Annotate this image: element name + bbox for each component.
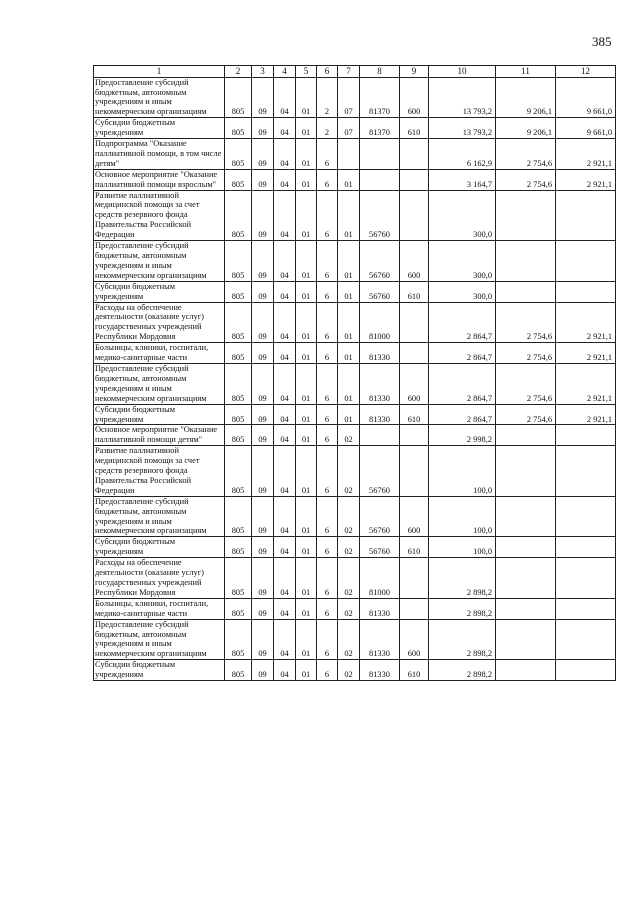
cell-amount-year-3: 2 921,1 [556, 139, 616, 170]
cell-subprogram: 6 [317, 598, 338, 619]
cell-section: 09 [252, 425, 274, 446]
cell-amount-year-3 [556, 660, 616, 681]
table-row [94, 404, 616, 425]
cell-name: Субсидии бюджетным учреждениям [94, 404, 225, 425]
cell-measure: 02 [338, 660, 360, 681]
cell-name: Основное мероприятие "Оказание паллиативной помощи взрослым" [94, 169, 225, 190]
cell-admin-code: 805 [225, 404, 252, 425]
cell-section: 09 [252, 302, 274, 343]
cell-expense-direction: 81370 [360, 77, 400, 118]
cell-name: Предоставление субсидий бюджетным, автономным учреждениям и иным некоммерческим организациям [94, 241, 225, 282]
cell-program: 01 [296, 660, 317, 681]
cell-subsection: 04 [274, 302, 296, 343]
cell-amount-year-2 [496, 425, 556, 446]
cell-name: Субсидии бюджетным учреждениям [94, 281, 225, 302]
cell-expense-direction: 56760 [360, 281, 400, 302]
cell-expense-direction [360, 425, 400, 446]
cell-name: Субсидии бюджетным учреждениям [94, 537, 225, 558]
cell-measure: 02 [338, 425, 360, 446]
cell-amount-year-1: 6 162,9 [429, 139, 496, 170]
cell-amount-year-2: 2 754,6 [496, 139, 556, 170]
table-row [94, 446, 616, 497]
cell-amount-year-1: 13 793,2 [429, 77, 496, 118]
cell-amount-year-1: 2 864,7 [429, 363, 496, 404]
cell-expense-direction: 81330 [360, 363, 400, 404]
cell-program: 01 [296, 169, 317, 190]
cell-expense-direction: 81000 [360, 558, 400, 599]
cell-amount-year-1: 2 864,7 [429, 404, 496, 425]
cell-subsection: 04 [274, 118, 296, 139]
cell-admin-code: 805 [225, 139, 252, 170]
cell-program: 01 [296, 77, 317, 118]
table-row [94, 302, 616, 343]
cell-section: 09 [252, 190, 274, 241]
cell-amount-year-3 [556, 241, 616, 282]
cell-section: 09 [252, 558, 274, 599]
cell-measure: 02 [338, 446, 360, 497]
cell-expense-type: 600 [400, 241, 429, 282]
cell-section: 09 [252, 537, 274, 558]
column-header: 12 [556, 66, 616, 78]
cell-amount-year-2: 2 754,6 [496, 343, 556, 364]
cell-name: Предоставление субсидий бюджетным, автономным учреждениям и иным некоммерческим организациям [94, 496, 225, 537]
cell-expense-type: 600 [400, 496, 429, 537]
cell-subprogram: 6 [317, 302, 338, 343]
cell-subsection: 04 [274, 404, 296, 425]
cell-amount-year-3: 2 921,1 [556, 404, 616, 425]
cell-admin-code: 805 [225, 363, 252, 404]
column-header: 6 [317, 66, 338, 78]
table-row [94, 281, 616, 302]
cell-expense-type: 600 [400, 77, 429, 118]
budget-table [93, 65, 616, 681]
cell-amount-year-1: 2 864,7 [429, 343, 496, 364]
cell-section: 09 [252, 77, 274, 118]
cell-subsection: 04 [274, 558, 296, 599]
cell-subsection: 04 [274, 190, 296, 241]
cell-measure: 01 [338, 404, 360, 425]
cell-subsection: 04 [274, 281, 296, 302]
cell-expense-direction: 56760 [360, 537, 400, 558]
cell-section: 09 [252, 619, 274, 660]
cell-subsection: 04 [274, 537, 296, 558]
cell-subsection: 04 [274, 660, 296, 681]
cell-measure: 07 [338, 118, 360, 139]
cell-amount-year-1: 2 864,7 [429, 302, 496, 343]
cell-measure: 07 [338, 77, 360, 118]
cell-subsection: 04 [274, 619, 296, 660]
cell-subprogram: 2 [317, 77, 338, 118]
cell-name: Больницы, клиники, госпитали, медико-санитарные части [94, 598, 225, 619]
column-header: 3 [252, 66, 274, 78]
cell-admin-code: 805 [225, 558, 252, 599]
cell-expense-type [400, 302, 429, 343]
cell-subprogram: 6 [317, 558, 338, 599]
cell-subprogram: 6 [317, 139, 338, 170]
cell-subsection: 04 [274, 446, 296, 497]
cell-subsection: 04 [274, 343, 296, 364]
cell-section: 09 [252, 281, 274, 302]
table-row [94, 537, 616, 558]
table-row [94, 139, 616, 170]
cell-program: 01 [296, 425, 317, 446]
cell-subprogram: 2 [317, 118, 338, 139]
cell-measure: 01 [338, 343, 360, 364]
cell-amount-year-1: 100,0 [429, 496, 496, 537]
cell-expense-direction: 81330 [360, 619, 400, 660]
cell-amount-year-3: 2 921,1 [556, 169, 616, 190]
cell-measure: 01 [338, 302, 360, 343]
cell-measure: 02 [338, 619, 360, 660]
cell-amount-year-2 [496, 190, 556, 241]
cell-admin-code: 805 [225, 446, 252, 497]
cell-amount-year-2: 9 206,1 [496, 77, 556, 118]
cell-admin-code: 805 [225, 496, 252, 537]
cell-name: Расходы на обеспечение деятельности (оказание услуг) государственных учреждений Республики Мордовия [94, 558, 225, 599]
table-row [94, 496, 616, 537]
cell-subprogram: 6 [317, 281, 338, 302]
cell-expense-type: 610 [400, 660, 429, 681]
cell-subsection: 04 [274, 77, 296, 118]
cell-section: 09 [252, 598, 274, 619]
cell-amount-year-1: 3 164,7 [429, 169, 496, 190]
cell-subprogram: 6 [317, 190, 338, 241]
page-number: 385 [592, 34, 612, 49]
column-header: 1 [94, 66, 225, 78]
cell-expense-type: 600 [400, 619, 429, 660]
table-row [94, 77, 616, 118]
cell-subsection: 04 [274, 425, 296, 446]
cell-measure: 02 [338, 558, 360, 599]
cell-expense-type: 610 [400, 281, 429, 302]
cell-expense-direction: 56760 [360, 241, 400, 282]
cell-amount-year-3 [556, 446, 616, 497]
cell-measure: 01 [338, 190, 360, 241]
cell-measure: 01 [338, 169, 360, 190]
cell-measure [338, 139, 360, 170]
cell-subprogram: 6 [317, 425, 338, 446]
cell-section: 09 [252, 363, 274, 404]
cell-measure: 02 [338, 496, 360, 537]
cell-subsection: 04 [274, 169, 296, 190]
cell-admin-code: 805 [225, 619, 252, 660]
cell-program: 01 [296, 363, 317, 404]
cell-program: 01 [296, 241, 317, 282]
column-header: 7 [338, 66, 360, 78]
cell-program: 01 [296, 302, 317, 343]
cell-subsection: 04 [274, 496, 296, 537]
cell-amount-year-3 [556, 598, 616, 619]
cell-admin-code: 805 [225, 660, 252, 681]
cell-amount-year-1: 100,0 [429, 446, 496, 497]
cell-expense-type [400, 598, 429, 619]
cell-subprogram: 6 [317, 343, 338, 364]
cell-section: 09 [252, 404, 274, 425]
cell-expense-direction: 56760 [360, 190, 400, 241]
cell-amount-year-1: 13 793,2 [429, 118, 496, 139]
cell-name: Расходы на обеспечение деятельности (оказание услуг) государственных учреждений Республики Мордовия [94, 302, 225, 343]
table-row [94, 343, 616, 364]
cell-subprogram: 6 [317, 363, 338, 404]
cell-amount-year-3: 2 921,1 [556, 343, 616, 364]
cell-subsection: 04 [274, 363, 296, 404]
cell-section: 09 [252, 343, 274, 364]
cell-amount-year-1: 2 898,2 [429, 558, 496, 599]
cell-amount-year-2: 2 754,6 [496, 363, 556, 404]
cell-amount-year-3 [556, 619, 616, 660]
cell-amount-year-1: 2 898,2 [429, 619, 496, 660]
cell-name: Развитие паллиативной медицинской помощи за счет средств резервного фонда Правительства Российской Федерации [94, 446, 225, 497]
cell-amount-year-1: 300,0 [429, 190, 496, 241]
cell-amount-year-1: 2 898,2 [429, 598, 496, 619]
cell-amount-year-1: 100,0 [429, 537, 496, 558]
cell-admin-code: 805 [225, 281, 252, 302]
cell-amount-year-2 [496, 598, 556, 619]
cell-program: 01 [296, 404, 317, 425]
cell-amount-year-3 [556, 281, 616, 302]
table-row [94, 118, 616, 139]
cell-amount-year-2 [496, 281, 556, 302]
column-header: 5 [296, 66, 317, 78]
column-header: 4 [274, 66, 296, 78]
cell-amount-year-2 [496, 446, 556, 497]
cell-subprogram: 6 [317, 446, 338, 497]
cell-amount-year-3 [556, 537, 616, 558]
table-row [94, 619, 616, 660]
cell-measure: 01 [338, 241, 360, 282]
cell-expense-type [400, 190, 429, 241]
table-row [94, 241, 616, 282]
column-header: 11 [496, 66, 556, 78]
cell-expense-direction: 81330 [360, 660, 400, 681]
cell-program: 01 [296, 598, 317, 619]
cell-subsection: 04 [274, 598, 296, 619]
table-row [94, 558, 616, 599]
cell-program: 01 [296, 558, 317, 599]
cell-name: Субсидии бюджетным учреждениям [94, 660, 225, 681]
cell-section: 09 [252, 118, 274, 139]
cell-amount-year-3: 9 661,0 [556, 118, 616, 139]
cell-expense-type [400, 343, 429, 364]
cell-subprogram: 6 [317, 537, 338, 558]
cell-amount-year-3 [556, 496, 616, 537]
cell-amount-year-2 [496, 537, 556, 558]
column-header: 9 [400, 66, 429, 78]
cell-expense-type [400, 425, 429, 446]
cell-expense-type [400, 139, 429, 170]
cell-subprogram: 6 [317, 619, 338, 660]
cell-program: 01 [296, 537, 317, 558]
table-row [94, 425, 616, 446]
cell-amount-year-2 [496, 660, 556, 681]
cell-admin-code: 805 [225, 598, 252, 619]
cell-amount-year-2: 2 754,6 [496, 302, 556, 343]
cell-name: Предоставление субсидий бюджетным, автономным учреждениям и иным некоммерческим организациям [94, 619, 225, 660]
column-header: 2 [225, 66, 252, 78]
cell-admin-code: 805 [225, 118, 252, 139]
cell-program: 01 [296, 343, 317, 364]
cell-amount-year-3: 9 661,0 [556, 77, 616, 118]
cell-admin-code: 805 [225, 241, 252, 282]
cell-program: 01 [296, 118, 317, 139]
cell-amount-year-1: 300,0 [429, 281, 496, 302]
cell-expense-direction: 81330 [360, 598, 400, 619]
cell-amount-year-2 [496, 619, 556, 660]
cell-name: Подпрограмма "Оказание паллиативной помощи, в том числе детям" [94, 139, 225, 170]
cell-amount-year-3: 2 921,1 [556, 363, 616, 404]
table-row [94, 363, 616, 404]
cell-expense-type: 600 [400, 363, 429, 404]
cell-amount-year-1: 2 898,2 [429, 660, 496, 681]
cell-amount-year-3 [556, 190, 616, 241]
cell-expense-direction [360, 139, 400, 170]
cell-amount-year-3 [556, 558, 616, 599]
cell-expense-direction: 81000 [360, 302, 400, 343]
cell-section: 09 [252, 241, 274, 282]
cell-expense-type: 610 [400, 404, 429, 425]
cell-name: Больницы, клиники, госпитали, медико-санитарные части [94, 343, 225, 364]
cell-expense-type [400, 446, 429, 497]
cell-name: Предоставление субсидий бюджетным, автономным учреждениям и иным некоммерческим организациям [94, 77, 225, 118]
cell-measure: 02 [338, 598, 360, 619]
cell-name: Развитие паллиативной медицинской помощи за счет средств резервного фонда Правительства Российской Федерации [94, 190, 225, 241]
cell-subsection: 04 [274, 241, 296, 282]
table-row [94, 169, 616, 190]
cell-name: Предоставление субсидий бюджетным, автономным учреждениям и иным некоммерческим организациям [94, 363, 225, 404]
cell-expense-type: 610 [400, 537, 429, 558]
column-header: 10 [429, 66, 496, 78]
cell-subprogram: 6 [317, 241, 338, 282]
cell-section: 09 [252, 660, 274, 681]
cell-program: 01 [296, 281, 317, 302]
cell-expense-direction [360, 169, 400, 190]
cell-program: 01 [296, 446, 317, 497]
cell-amount-year-3 [556, 425, 616, 446]
cell-amount-year-2 [496, 241, 556, 282]
cell-expense-type [400, 169, 429, 190]
cell-program: 01 [296, 139, 317, 170]
cell-name: Субсидии бюджетным учреждениям [94, 118, 225, 139]
cell-subprogram: 6 [317, 404, 338, 425]
cell-section: 09 [252, 446, 274, 497]
cell-admin-code: 805 [225, 343, 252, 364]
cell-admin-code: 805 [225, 190, 252, 241]
cell-measure: 01 [338, 281, 360, 302]
cell-subprogram: 6 [317, 660, 338, 681]
cell-expense-direction: 81370 [360, 118, 400, 139]
cell-amount-year-2 [496, 496, 556, 537]
cell-measure: 02 [338, 537, 360, 558]
cell-section: 09 [252, 169, 274, 190]
cell-amount-year-2: 2 754,6 [496, 169, 556, 190]
cell-section: 09 [252, 496, 274, 537]
cell-expense-direction: 81330 [360, 343, 400, 364]
table-row [94, 660, 616, 681]
cell-amount-year-2: 2 754,6 [496, 404, 556, 425]
cell-admin-code: 805 [225, 77, 252, 118]
table-row [94, 598, 616, 619]
cell-name: Основное мероприятие "Оказание паллиативной помощи детям" [94, 425, 225, 446]
cell-admin-code: 805 [225, 425, 252, 446]
cell-amount-year-2: 9 206,1 [496, 118, 556, 139]
table-body [94, 77, 616, 680]
cell-expense-type [400, 558, 429, 599]
cell-expense-direction: 56760 [360, 446, 400, 497]
cell-subprogram: 6 [317, 169, 338, 190]
cell-program: 01 [296, 496, 317, 537]
cell-expense-direction: 81330 [360, 404, 400, 425]
cell-admin-code: 805 [225, 169, 252, 190]
cell-program: 01 [296, 619, 317, 660]
cell-amount-year-1: 2 998,2 [429, 425, 496, 446]
cell-program: 01 [296, 190, 317, 241]
cell-subsection: 04 [274, 139, 296, 170]
cell-amount-year-1: 300,0 [429, 241, 496, 282]
cell-expense-direction: 56760 [360, 496, 400, 537]
cell-subprogram: 6 [317, 496, 338, 537]
table-header-row [94, 66, 616, 78]
cell-amount-year-2 [496, 558, 556, 599]
cell-section: 09 [252, 139, 274, 170]
cell-amount-year-3: 2 921,1 [556, 302, 616, 343]
column-header: 8 [360, 66, 400, 78]
cell-admin-code: 805 [225, 302, 252, 343]
cell-admin-code: 805 [225, 537, 252, 558]
cell-measure: 01 [338, 363, 360, 404]
cell-expense-type: 610 [400, 118, 429, 139]
table-row [94, 190, 616, 241]
